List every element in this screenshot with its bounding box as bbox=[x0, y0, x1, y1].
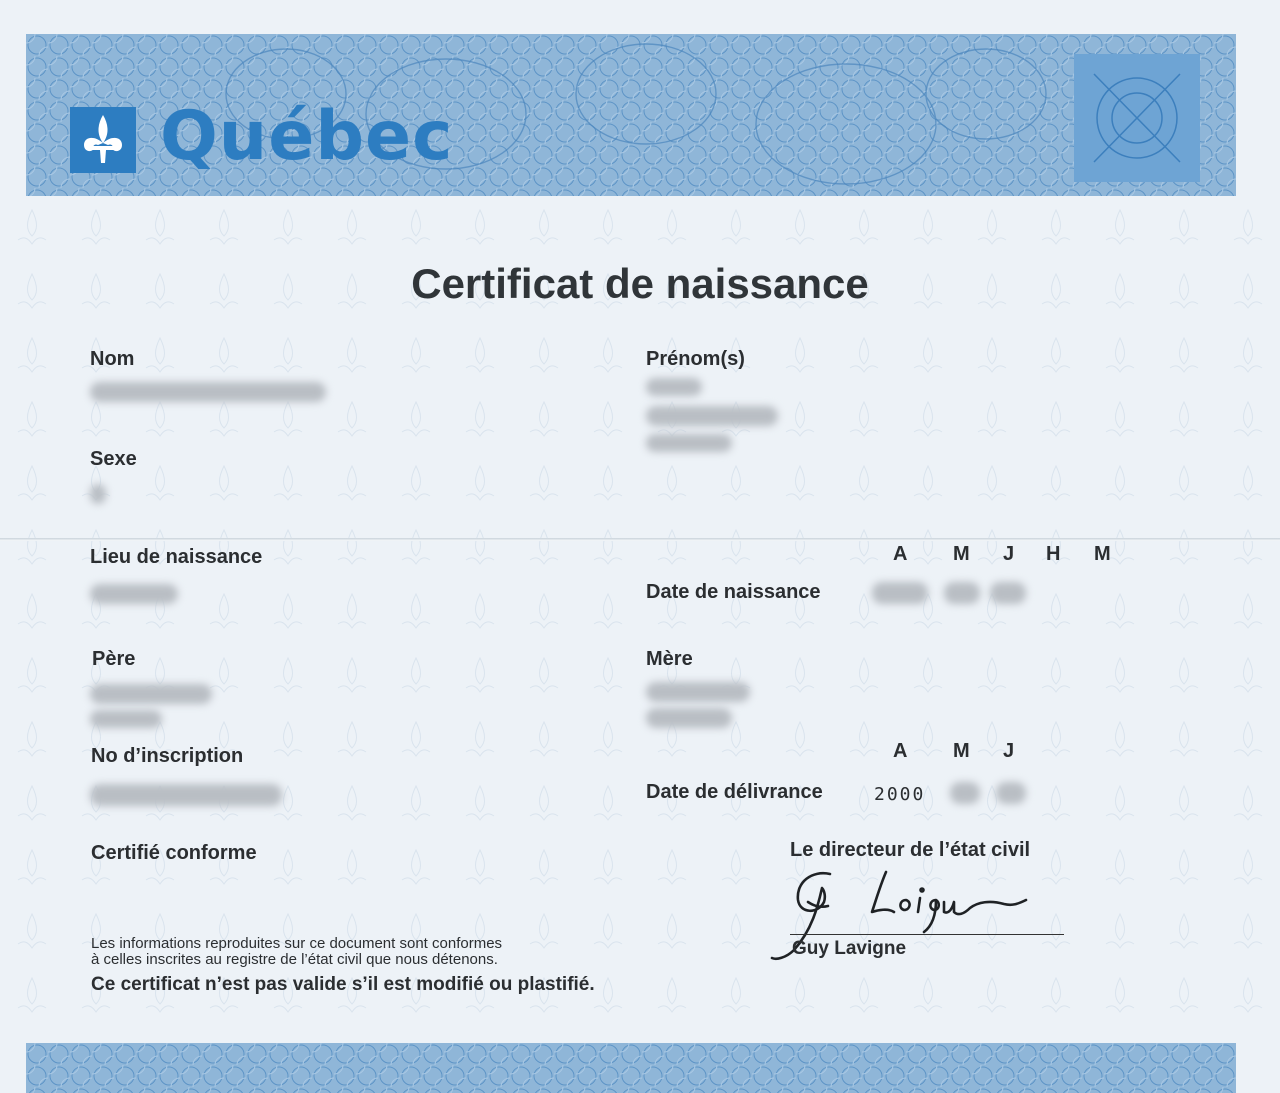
date-delivrance-col-mois: M bbox=[953, 740, 970, 762]
date-naissance-year-redacted bbox=[872, 582, 928, 604]
quebec-wordmark: Québec bbox=[160, 97, 454, 176]
prenom-redacted-value-2 bbox=[646, 406, 778, 426]
date-naissance-col-heure: H bbox=[1046, 543, 1061, 565]
lieu-redacted-value bbox=[90, 584, 178, 604]
prenom-redacted-value-1 bbox=[646, 378, 702, 396]
date-delivrance-year: 2000 bbox=[874, 784, 926, 805]
date-delivrance-month-redacted bbox=[950, 782, 980, 804]
director-name: Guy Lavigne bbox=[792, 938, 907, 959]
mere-redacted-value-1 bbox=[646, 682, 750, 702]
date-naissance-label: Date de naissance bbox=[646, 581, 821, 603]
paper-fold bbox=[0, 538, 1280, 541]
mere-redacted-value-2 bbox=[646, 708, 732, 728]
sexe-label: Sexe bbox=[90, 448, 137, 470]
nom-label: Nom bbox=[90, 348, 135, 370]
document-title: Certificat de naissance bbox=[411, 260, 869, 307]
date-delivrance-day-redacted bbox=[996, 782, 1026, 804]
pere-label: Père bbox=[92, 648, 136, 670]
bottom-security-band bbox=[26, 1043, 1236, 1093]
date-naissance-col-minute: M bbox=[1094, 543, 1111, 565]
nom-redacted-value bbox=[90, 382, 326, 402]
prenom-redacted-value-3 bbox=[646, 434, 732, 452]
no-inscription-redacted-value bbox=[90, 784, 282, 806]
security-pattern bbox=[0, 200, 1280, 1030]
date-delivrance-label: Date de délivrance bbox=[646, 781, 823, 803]
date-naissance-col-jour: J bbox=[1003, 543, 1015, 565]
validity-warning: Ce certificat n’est pas valide s’il est modifié ou plastifié. bbox=[91, 974, 595, 995]
pere-redacted-value-2 bbox=[90, 710, 162, 728]
date-naissance-col-mois: M bbox=[953, 543, 970, 565]
lieu-naissance-label: Lieu de naissance bbox=[90, 546, 263, 568]
date-naissance-month-redacted bbox=[944, 582, 980, 604]
mere-label: Mère bbox=[646, 648, 693, 670]
date-delivrance-col-annee: A bbox=[893, 740, 908, 762]
no-inscription-label: No d’inscription bbox=[91, 745, 244, 767]
date-naissance-col-annee: A bbox=[893, 543, 908, 565]
notice-line-2: à celles inscrites au registre de l’état civil que nous détenons. bbox=[91, 951, 498, 968]
sexe-redacted-value bbox=[90, 484, 106, 504]
director-title: Le directeur de l’état civil bbox=[790, 839, 1031, 861]
signature-line bbox=[790, 934, 1064, 935]
date-delivrance-col-jour: J bbox=[1003, 740, 1015, 762]
date-naissance-day-redacted bbox=[990, 582, 1026, 604]
fleur-de-lis-logo bbox=[70, 107, 136, 173]
pere-redacted-value-1 bbox=[90, 684, 212, 704]
holographic-seal bbox=[1074, 54, 1200, 182]
certifie-conforme-label: Certifié conforme bbox=[91, 842, 257, 864]
prenoms-label: Prénom(s) bbox=[646, 348, 745, 370]
notice-line-1: Les informations reproduites sur ce document sont conformes bbox=[91, 935, 503, 952]
